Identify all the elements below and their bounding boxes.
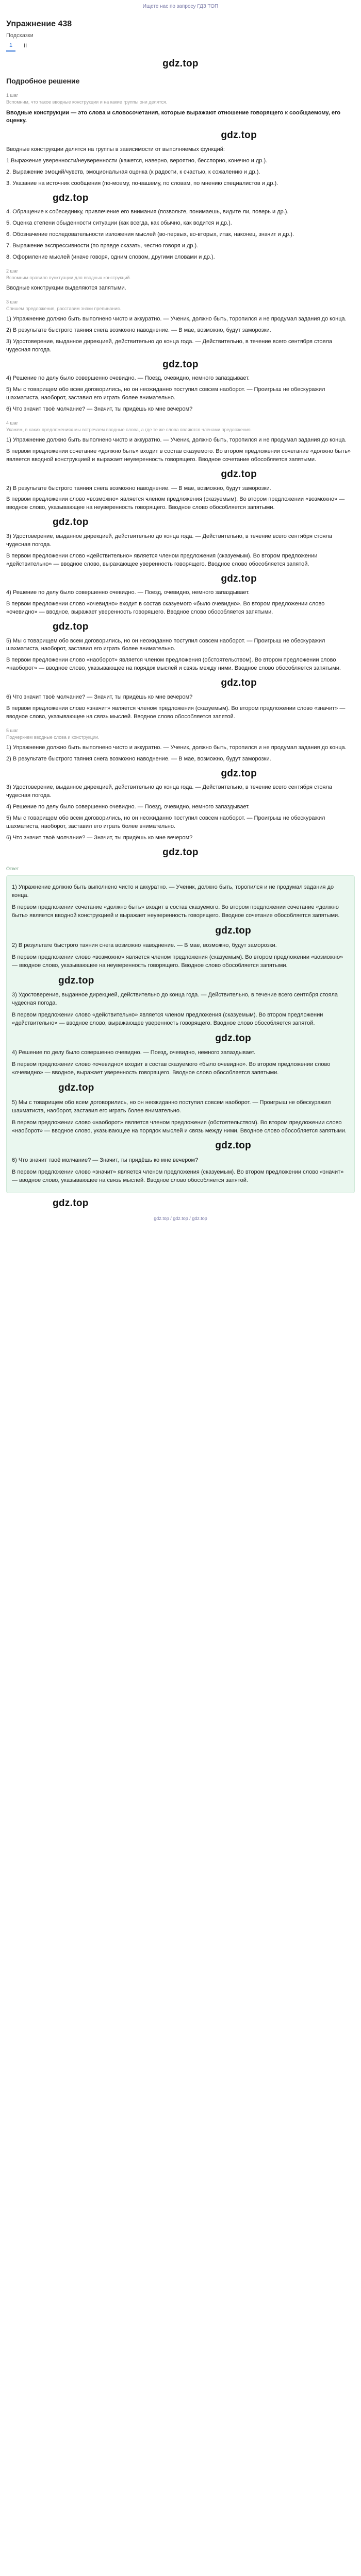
step-4-note: Укажем, в каких предложениях мы встречаем вводные слова, а где те же слова являются членами предложения. bbox=[6, 427, 252, 433]
watermark: gdz.top bbox=[221, 130, 257, 141]
step-3-section bbox=[6, 299, 355, 414]
solution-title: Подробное решение bbox=[6, 77, 80, 86]
answer-para: В первом предложении слово «действительно» является членом предложения (сказуемым). Во втором предложении «действительно» — вводное слово, выражающее уверенность говорящего. Вводное слово обособляется запятой. bbox=[12, 1011, 323, 1026]
watermark: gdz.top bbox=[221, 468, 257, 480]
search-hint-link[interactable]: Ищете нас по запросу ГДЗ ТОП bbox=[142, 4, 219, 9]
step-2-note: Вспомним правило пунктуации для вводных конструкций. bbox=[6, 275, 132, 280]
answer-para: 4) Решение по делу было совершенно очевидно. — Поезд, очевидно, немного запаздывает. bbox=[12, 1049, 256, 1056]
watermark: gdz.top bbox=[58, 1082, 94, 1094]
step-4-para: В первом предложении слово «действительно» является членом предложения (сказуемым). Во втором предложении «действительно» — вводное слово, выражающее уверенность говорящего. Вводное слово обособляется запятой. bbox=[6, 552, 318, 567]
watermark: gdz.top bbox=[53, 621, 89, 632]
watermark: gdz.top bbox=[221, 768, 257, 779]
step-1-para: 3. Указание на источник сообщения (по-моему, по-вашему, по словам, по мнению специалистов и др.). bbox=[6, 180, 278, 187]
step-4-section bbox=[6, 420, 355, 721]
step-1-para: 4. Обращение к собеседнику, привлечение его внимания (позвольте, понимаешь, видите ли, поверь и др.). bbox=[6, 209, 289, 215]
watermark: gdz.top bbox=[53, 517, 89, 528]
answer-para: В первом предложении сочетание «должно быть» входит в состав сказуемого. Во втором предложении сочетание «должно быть» является вводной конструкцией и выражает неуверенность говорящего. Вводное сочетание обособляется запятыми. bbox=[12, 904, 340, 919]
step-4-para: 1) Упражнение должно быть выполнено чисто и аккуратно. — Ученик, должно быть, торопился и не продумал задания до конца. bbox=[6, 437, 347, 444]
step-5-note: Подчеркнем вводные слова и конструкции. bbox=[6, 734, 100, 740]
step-3-para: 4) Решение по делу было совершенно очевидно. — Поезд, очевидно, немного запаздывает. bbox=[6, 375, 250, 382]
step-4-para: В первом предложении сочетание «должно быть» входит в состав сказуемого. Во втором предложении сочетание «должно быть» является вводной конструкцией и выражает неуверенность говорящего. Вводное сочетание обособляется запятыми. bbox=[6, 448, 351, 463]
watermark: gdz.top bbox=[221, 573, 257, 584]
answer-para: В первом предложении слово «значит» является членом предложения (сказуемым). Во втором предложении слово «значит» — вводное слово, указывающее на связь мыслей. Вводное слово обособляется запятой. bbox=[12, 1168, 344, 1183]
watermark: gdz.top bbox=[215, 1032, 251, 1044]
step-2-para: Вводные конструкции выделяются запятыми. bbox=[6, 285, 126, 291]
watermark: gdz.top bbox=[162, 359, 199, 370]
step-5-para: 6) Что значит твоё молчание? — Значит, ты придёшь ко мне вечером? bbox=[6, 834, 193, 841]
watermark: gdz.top bbox=[53, 192, 89, 204]
answer-para: В первом предложении слово «наоборот» является членом предложения (обстоятельством). Во втором предложении слово «наоборот» — вводное слово, указывающее на порядок мыслей и связь между ними. Вводное слово обособляется запятыми. bbox=[12, 1119, 347, 1134]
step-1-section bbox=[6, 92, 355, 262]
hint-pager bbox=[6, 41, 355, 52]
step-5-para: 3) Удостоверение, выданное дирекцией, действительно до конца года. — Действительно, в течение всего сентября стояла чудесная погода. bbox=[6, 784, 333, 799]
step-1-note: Вспомним, что такое вводные конструкции и на какие группы они делятся. bbox=[6, 99, 168, 105]
page bbox=[0, 0, 361, 1227]
answer-para: 5) Мы с товарищем обо всем договорились, но он неожиданно поступил совсем наоборот. — Проигрыш не обескуражил шахматиста, наоборот, заставил его играть более внимательно. bbox=[12, 1099, 331, 1114]
step-3-para: 1) Упражнение должно быть выполнено чисто и аккуратно. — Ученик, должно быть, торопился и не продумал задания до конца. bbox=[6, 316, 347, 323]
step-4-para: 6) Что значит твоё молчание? — Значит, ты придёшь ко мне вечером? bbox=[6, 693, 193, 700]
step-4-tag: 4 шаг bbox=[6, 420, 19, 426]
step-3-para: 5) Мы с товарищем обо всем договорились, но он неожиданно поступил совсем наоборот. — Проигрыш не обескуражил шахматиста, наоборот, заставил его играть более внимательно. bbox=[6, 386, 325, 401]
step-1-para: 1.Выражение уверенности/неуверенности (кажется, наверно, вероятно, бесспорно, конечно и др.). bbox=[6, 157, 268, 164]
answer-para: 6) Что значит твоё молчание? — Значит, ты придёшь ко мне вечером? bbox=[12, 1157, 199, 1163]
watermark: gdz.top bbox=[215, 1140, 251, 1151]
step-5-para: 2) В результате быстрого таяния снега возможно наводнение. — В мае, возможно, будут заморозки. bbox=[6, 755, 271, 762]
answer-para: В первом предложении слово «очевидно» входит в состав сказуемого «было очевидно». Во втором предложении слово «очевидно» — вводное, выражает уверенность говорящего. Вводное слово обособляется запятыми. bbox=[12, 1061, 331, 1076]
watermark: gdz.top bbox=[162, 58, 199, 69]
watermark: gdz.top bbox=[221, 677, 257, 689]
step-1-para: 6. Обозначение последовательности изложения мыслей (во-первых, во-вторых, итак, наконец, значит и др.). bbox=[6, 231, 294, 238]
step-3-para: 3) Удостоверение, выданное дирекцией, действительно до конца года. — Действительно, в течение всего сентября стояла чудесная погода. bbox=[6, 338, 333, 353]
step-1-para: Вводные конструкции делятся на группы в зависимости от выполняемых функций: bbox=[6, 146, 225, 152]
step-3-tag: 3 шаг bbox=[6, 299, 19, 304]
watermark: gdz.top bbox=[58, 975, 94, 986]
answer-para: 2) В результате быстрого таяния снега возможно наводнение. — В мае, возможно, будут заморозки. bbox=[12, 942, 277, 948]
answer-para: 1) Упражнение должно быть выполнено чисто и аккуратно. — Ученик, должно быть, торопился и не продумал задания до конца. bbox=[12, 884, 334, 899]
step-5-para: 4) Решение по делу было совершенно очевидно. — Поезд, очевидно, немного запаздывает. bbox=[6, 804, 250, 810]
step-3-para: 2) В результате быстрого таяния снега возможно наводнение. — В мае, возможно, будут заморозки. bbox=[6, 327, 271, 333]
answer-tag: Ответ bbox=[6, 866, 19, 872]
step-4-para: 5) Мы с товарищем обо всем договорились, но он неожиданно поступил совсем наоборот. — Проигрыш не обескуражил шахматиста, наоборот, заставил его играть более внимательно. bbox=[6, 637, 325, 652]
step-4-para: 4) Решение по делу было совершенно очевидно. — Поезд, очевидно, немного запаздывает. bbox=[6, 589, 250, 596]
hint-tab-2[interactable]: II bbox=[24, 42, 27, 49]
step-4-para: 3) Удостоверение, выданное дирекцией, действительно до конца года. — Действительно, в течение всего сентября стояла чудесная погода. bbox=[6, 533, 333, 548]
step-3-note: Спишем предложения, расставим знаки препинания. bbox=[6, 306, 121, 311]
watermark: gdz.top bbox=[215, 925, 251, 937]
hint-tab-1[interactable]: 1 bbox=[6, 41, 15, 52]
answer-box bbox=[6, 875, 355, 1193]
step-4-para: В первом предложении слово «наоборот» является членом предложения (обстоятельством). Во втором предложении слово «наоборот» — вводное слово, указывающее на порядок мыслей и связь между ними. Вводное слово обособляется запятыми. bbox=[6, 657, 341, 672]
step-3-para: 6) Что значит твоё молчание? — Значит, ты придёшь ко мне вечером? bbox=[6, 406, 193, 413]
watermark: gdz.top bbox=[53, 1197, 89, 1209]
step-5-para: 1) Упражнение должно быть выполнено чисто и аккуратно. — Ученик, должно быть, торопился и не продумал задания до конца. bbox=[6, 744, 347, 751]
step-2-tag: 2 шаг bbox=[6, 268, 19, 274]
step-4-para: В первом предложении слово «возможно» является членом предложения (сказуемым). Во втором предложении «возможно» — вводное слово, указывающее на неуверенность говорящего. Вводное слово обособляется запятыми. bbox=[6, 496, 345, 511]
step-5-section bbox=[6, 727, 355, 842]
answer-para: В первом предложении слово «возможно» является членом предложения (сказуемым). Во втором предложении «возможно» — вводное слово, указывающее на неуверенность говорящего. Вводное слово обособляется запятыми. bbox=[12, 954, 343, 969]
step-1-para: 8. Оформление мыслей (иначе говоря, одним словом, другими словами и др.). bbox=[6, 253, 215, 260]
footer-links[interactable]: gdz.top / gdz.top / gdz.top bbox=[154, 1216, 207, 1222]
watermark: gdz.top bbox=[162, 846, 199, 858]
page-title: Упражнение 438 bbox=[6, 19, 72, 28]
step-1-para: 7. Выражение экспрессивности (по правде сказать, честно говоря и др.). bbox=[6, 243, 199, 249]
step-4-para: В первом предложении слово «значит» является членом предложения (сказуемым). Во втором предложении слово «значит» — вводное слово, указывающее на связь мыслей. Вводное слово обособляется запятой. bbox=[6, 705, 346, 720]
step-1-para: Вводные конструкции — это слова и словосочетания, которые выражают отношение говорящего к сообщаемому, его оценку. bbox=[6, 109, 341, 124]
step-4-para: 2) В результате быстрого таяния снега возможно наводнение. — В мае, возможно, будут заморозки. bbox=[6, 485, 271, 492]
step-2-section bbox=[6, 268, 355, 293]
step-1-para: 5. Оценка степени обыденности ситуации (как всегда, как обычно, как водится и др.). bbox=[6, 220, 232, 227]
answer-para: 3) Удостоверение, выданное дирекцией, действительно до конца года. — Действительно, в течение всего сентября стояла чудесная погода. bbox=[12, 992, 338, 1006]
step-4-para: В первом предложении слово «очевидно» входит в состав сказуемого «было очевидно». Во втором предложении слово «очевидно» — вводное, выражает уверенность говорящего. Вводное слово обособляется запятыми. bbox=[6, 601, 325, 616]
hints-label: Подсказки bbox=[6, 32, 34, 39]
step-5-tag: 5 шаг bbox=[6, 727, 19, 733]
step-5-para: 5) Мы с товарищем обо всем договорились, но он неожиданно поступил совсем наоборот. — Проигрыш не обескуражил шахматиста, наоборот, заставил его играть более внимательно. bbox=[6, 815, 325, 829]
step-1-tag: 1 шаг bbox=[6, 93, 19, 98]
step-1-para: 2. Выражение эмоций/чувств, эмоциональная оценка (к радости, к счастью, к сожалению и др.). bbox=[6, 168, 260, 175]
